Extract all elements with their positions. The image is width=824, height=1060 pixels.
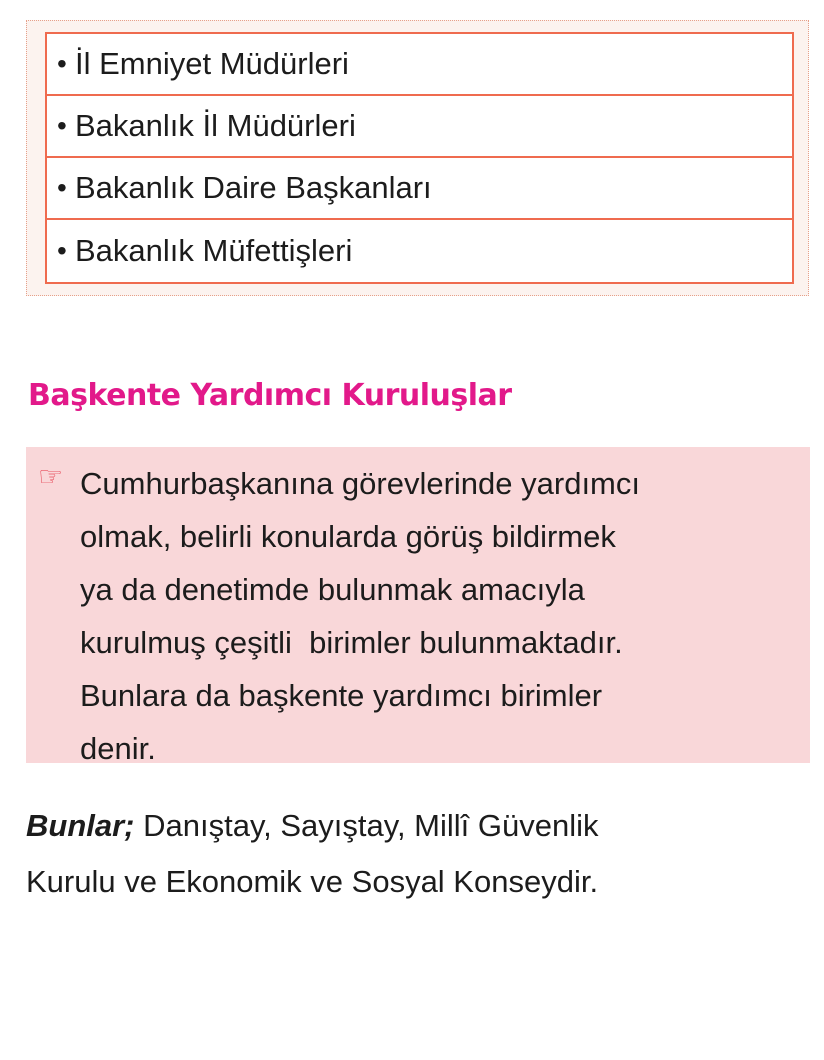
bullet: • xyxy=(57,48,67,79)
list-item-label: Bakanlık Daire Başkanları xyxy=(75,170,432,205)
list-item-label: İl Emniyet Müdürleri xyxy=(75,46,349,81)
list-item-label: Bakanlık Müfettişleri xyxy=(75,233,353,268)
bottom-text-1: Danıştay, Sayıştay, Millî Güvenlik xyxy=(134,808,599,843)
list-item xyxy=(47,34,792,96)
info-line: ya da denetimde bulunmak amacıyla xyxy=(80,572,585,607)
hand-pointer-icon: ☞ xyxy=(38,461,64,492)
bullet: • xyxy=(57,235,67,266)
info-line: Bunlara da başkente yardımcı birimler xyxy=(80,678,603,713)
info-box xyxy=(26,447,810,766)
list-item xyxy=(47,220,792,282)
list-frame xyxy=(26,20,809,296)
bullet: • xyxy=(57,110,67,141)
info-line: olmak, belirli konularda görüş bildirmek xyxy=(80,519,616,554)
section-heading: Başkente Yardımcı Kuruluşlar xyxy=(28,378,512,413)
list-item xyxy=(47,96,792,158)
info-line: Cumhurbaşkanına görevlerinde yardımcı xyxy=(80,466,640,501)
info-line: denir. xyxy=(80,731,156,766)
bullet: • xyxy=(57,172,67,203)
list-item-label: Bakanlık İl Müdürleri xyxy=(75,108,356,143)
list-table xyxy=(45,32,794,284)
list-item xyxy=(47,158,792,220)
bottom-line-1 xyxy=(26,798,796,854)
bottom-text-2: Kurulu ve Ekonomik ve Sosyal Konseydir. xyxy=(26,864,599,899)
bottom-lead: Bunlar; xyxy=(26,808,135,843)
info-line: kurulmuş çeşitli birimler bulunmaktadır. xyxy=(80,625,623,660)
info-text xyxy=(80,457,790,775)
bottom-paragraph xyxy=(26,798,796,910)
